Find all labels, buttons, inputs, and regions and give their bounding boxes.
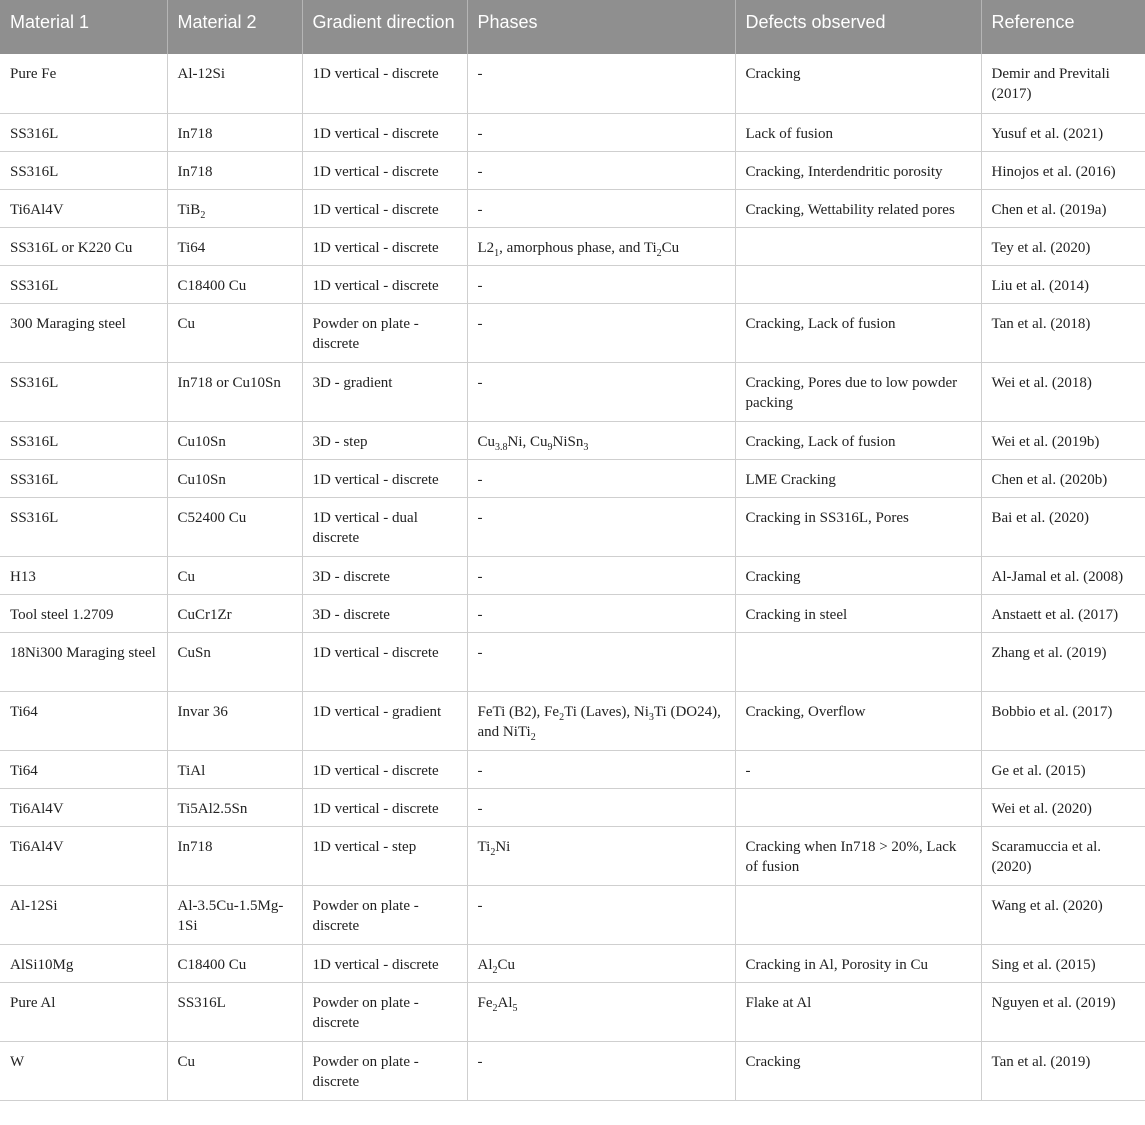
cell-material-1: Ti6Al4V — [0, 826, 167, 885]
cell-gradient-direction: Powder on plate - discrete — [302, 303, 467, 362]
cell-phases: - — [467, 265, 735, 303]
cell-material-1: Pure Fe — [0, 54, 167, 113]
cell-reference: Bobbio et al. (2017) — [981, 691, 1145, 750]
table-row — [0, 459, 1145, 497]
cell-reference: Hinojos et al. (2016) — [981, 151, 1145, 189]
cell-gradient-direction: 1D vertical - discrete — [302, 227, 467, 265]
cell-defects-observed — [735, 632, 981, 691]
cell-defects-observed: Cracking, Pores due to low powder packing — [735, 362, 981, 421]
cell-defects-observed: Cracking in steel — [735, 594, 981, 632]
cell-phases: - — [467, 303, 735, 362]
cell-defects-observed: Cracking, Interdendritic porosity — [735, 151, 981, 189]
cell-defects-observed: Cracking — [735, 1041, 981, 1100]
table-row — [0, 556, 1145, 594]
cell-gradient-direction: 1D vertical - gradient — [302, 691, 467, 750]
cell-defects-observed: Cracking when In718 > 20%, Lack of fusion — [735, 826, 981, 885]
table-row — [0, 594, 1145, 632]
cell-defects-observed — [735, 885, 981, 944]
cell-material-1: Al-12Si — [0, 885, 167, 944]
cell-defects-observed: Cracking — [735, 556, 981, 594]
cell-reference: Wang et al. (2020) — [981, 885, 1145, 944]
cell-material-1: Pure Al — [0, 982, 167, 1041]
cell-phases: - — [467, 151, 735, 189]
cell-material-1: SS316L — [0, 265, 167, 303]
cell-defects-observed: Cracking, Lack of fusion — [735, 303, 981, 362]
header-row — [0, 0, 1145, 54]
cell-material-2: Al-3.5Cu-1.5Mg-1Si — [167, 885, 302, 944]
cell-defects-observed: Cracking, Lack of fusion — [735, 421, 981, 459]
cell-gradient-direction: 1D vertical - discrete — [302, 459, 467, 497]
cell-reference: Tan et al. (2019) — [981, 1041, 1145, 1100]
cell-gradient-direction: 1D vertical - discrete — [302, 54, 467, 113]
cell-material-1: Ti64 — [0, 750, 167, 788]
cell-phases: $Al_2Cu$ — [467, 944, 735, 982]
cell-gradient-direction: Powder on plate - discrete — [302, 1041, 467, 1100]
cell-reference: Scaramuccia et al. (2020) — [981, 826, 1145, 885]
table-row — [0, 944, 1145, 982]
cell-material-2: In718 or Cu10Sn — [167, 362, 302, 421]
cell-phases: - — [467, 54, 735, 113]
cell-material-2: Ti64 — [167, 227, 302, 265]
table-header — [0, 0, 1145, 54]
cell-gradient-direction: Powder on plate - discrete — [302, 885, 467, 944]
cell-reference: Zhang et al. (2019) — [981, 632, 1145, 691]
cell-reference: Al-Jamal et al. (2008) — [981, 556, 1145, 594]
cell-defects-observed — [735, 227, 981, 265]
cell-reference: Bai et al. (2020) — [981, 497, 1145, 556]
cell-phases: - — [467, 594, 735, 632]
cell-defects-observed: Cracking, Wettability related pores — [735, 189, 981, 227]
cell-material-2: CuCr1Zr — [167, 594, 302, 632]
cell-phases: - — [467, 362, 735, 421]
cell-gradient-direction: 3D - discrete — [302, 594, 467, 632]
cell-material-2: Cu10Sn — [167, 459, 302, 497]
cell-reference: Wei et al. (2019b) — [981, 421, 1145, 459]
cell-reference: Wei et al. (2020) — [981, 788, 1145, 826]
cell-phases: $Ti_2Ni$ — [467, 826, 735, 885]
cell-material-2: C18400 Cu — [167, 265, 302, 303]
cell-defects-observed: Cracking — [735, 54, 981, 113]
cell-material-2: Invar 36 — [167, 691, 302, 750]
table-row — [0, 788, 1145, 826]
cell-gradient-direction: 1D vertical - discrete — [302, 265, 467, 303]
cell-defects-observed: Cracking, Overflow — [735, 691, 981, 750]
table-row — [0, 632, 1145, 691]
cell-material-2: Cu10Sn — [167, 421, 302, 459]
cell-reference: Ge et al. (2015) — [981, 750, 1145, 788]
col-header-defects-observed: Defects observed — [735, 0, 981, 54]
cell-material-2: SS316L — [167, 982, 302, 1041]
cell-reference: Yusuf et al. (2021) — [981, 113, 1145, 151]
table-row — [0, 982, 1145, 1041]
cell-defects-observed: Cracking in Al, Porosity in Cu — [735, 944, 981, 982]
cell-material-2: In718 — [167, 113, 302, 151]
cell-material-2: Cu — [167, 1041, 302, 1100]
cell-reference: Liu et al. (2014) — [981, 265, 1145, 303]
col-header-reference: Reference — [981, 0, 1145, 54]
table-row — [0, 885, 1145, 944]
cell-material-2: C52400 Cu — [167, 497, 302, 556]
cell-reference: Anstaett et al. (2017) — [981, 594, 1145, 632]
cell-phases: - — [467, 788, 735, 826]
col-header-gradient-direction: Gradient direction — [302, 0, 467, 54]
cell-gradient-direction: 3D - gradient — [302, 362, 467, 421]
cell-material-1: H13 — [0, 556, 167, 594]
cell-phases: - — [467, 497, 735, 556]
table-row — [0, 151, 1145, 189]
cell-gradient-direction: 1D vertical - discrete — [302, 113, 467, 151]
table-row — [0, 691, 1145, 750]
cell-gradient-direction: 1D vertical - discrete — [302, 788, 467, 826]
cell-phases: - — [467, 750, 735, 788]
cell-material-1: Ti6Al4V — [0, 189, 167, 227]
cell-material-1: 18Ni300 Maraging steel — [0, 632, 167, 691]
cell-phases: - — [467, 113, 735, 151]
col-header-phases: Phases — [467, 0, 735, 54]
table-row — [0, 497, 1145, 556]
cell-phases: - — [467, 459, 735, 497]
cell-defects-observed — [735, 265, 981, 303]
table-row — [0, 362, 1145, 421]
cell-material-1: Ti6Al4V — [0, 788, 167, 826]
cell-phases: $Cu_{3.8}Ni$, $Cu_9NiSn_3$ — [467, 421, 735, 459]
cell-gradient-direction: 1D vertical - discrete — [302, 632, 467, 691]
cell-defects-observed: Lack of fusion — [735, 113, 981, 151]
cell-material-1: 300 Maraging steel — [0, 303, 167, 362]
cell-phases: $Fe_2Al_5$ — [467, 982, 735, 1041]
cell-material-1: SS316L — [0, 151, 167, 189]
cell-phases: - — [467, 632, 735, 691]
cell-defects-observed: LME Cracking — [735, 459, 981, 497]
cell-material-2: C18400 Cu — [167, 944, 302, 982]
cell-gradient-direction: 1D vertical - discrete — [302, 189, 467, 227]
cell-gradient-direction: 1D vertical - discrete — [302, 151, 467, 189]
cell-phases: - — [467, 885, 735, 944]
cell-material-1: SS316L — [0, 497, 167, 556]
cell-defects-observed: - — [735, 750, 981, 788]
cell-material-1: SS316L or K220 Cu — [0, 227, 167, 265]
cell-reference: Demir and Previtali (2017) — [981, 54, 1145, 113]
cell-gradient-direction: 1D vertical - discrete — [302, 944, 467, 982]
cell-material-2: Cu — [167, 303, 302, 362]
cell-reference: Tey et al. (2020) — [981, 227, 1145, 265]
col-header-material-2: Material 2 — [167, 0, 302, 54]
table-row — [0, 1041, 1145, 1100]
table-row — [0, 421, 1145, 459]
cell-reference: Wei et al. (2018) — [981, 362, 1145, 421]
cell-phases: - — [467, 189, 735, 227]
cell-phases: $L2_1$, amorphous phase, and $Ti_2Cu$ — [467, 227, 735, 265]
cell-reference: Chen et al. (2020b) — [981, 459, 1145, 497]
cell-material-2: Cu — [167, 556, 302, 594]
cell-phases: - — [467, 556, 735, 594]
cell-gradient-direction: 1D vertical - step — [302, 826, 467, 885]
cell-material-2: TiAl — [167, 750, 302, 788]
cell-reference: Tan et al. (2018) — [981, 303, 1145, 362]
cell-phases: FeTi (B2), $Fe_2Ti$ (Laves), $Ni_3Ti$ (DO24), and NiTi$_2$ — [467, 691, 735, 750]
table-row — [0, 189, 1145, 227]
cell-material-1: Tool steel 1.2709 — [0, 594, 167, 632]
cell-phases: - — [467, 1041, 735, 1100]
cell-material-2: CuSn — [167, 632, 302, 691]
table-row — [0, 303, 1145, 362]
cell-material-2: Ti5Al2.5Sn — [167, 788, 302, 826]
cell-gradient-direction: 1D vertical - discrete — [302, 750, 467, 788]
cell-material-1: SS316L — [0, 113, 167, 151]
cell-reference: Sing et al. (2015) — [981, 944, 1145, 982]
cell-material-1: SS316L — [0, 362, 167, 421]
cell-gradient-direction: Powder on plate - discrete — [302, 982, 467, 1041]
cell-gradient-direction: 3D - step — [302, 421, 467, 459]
cell-reference: Chen et al. (2019a) — [981, 189, 1145, 227]
table-row — [0, 113, 1145, 151]
cell-material-1: W — [0, 1041, 167, 1100]
cell-material-2: Al-12Si — [167, 54, 302, 113]
cell-defects-observed: Cracking in SS316L, Pores — [735, 497, 981, 556]
table-row — [0, 826, 1145, 885]
cell-defects-observed — [735, 788, 981, 826]
table-row — [0, 750, 1145, 788]
col-header-material-1: Material 1 — [0, 0, 167, 54]
table-row — [0, 227, 1145, 265]
cell-gradient-direction: 3D - discrete — [302, 556, 467, 594]
cell-material-1: SS316L — [0, 459, 167, 497]
cell-reference: Nguyen et al. (2019) — [981, 982, 1145, 1041]
cell-material-2: In718 — [167, 151, 302, 189]
table-row — [0, 54, 1145, 113]
cell-material-1: SS316L — [0, 421, 167, 459]
table-row — [0, 265, 1145, 303]
cell-material-2: In718 — [167, 826, 302, 885]
cell-material-2: TiB$_2$ — [167, 189, 302, 227]
cell-material-1: Ti64 — [0, 691, 167, 750]
table-body — [0, 54, 1145, 1100]
cell-gradient-direction: 1D vertical - dual discrete — [302, 497, 467, 556]
cell-material-1: AlSi10Mg — [0, 944, 167, 982]
cell-defects-observed: Flake at Al — [735, 982, 981, 1041]
